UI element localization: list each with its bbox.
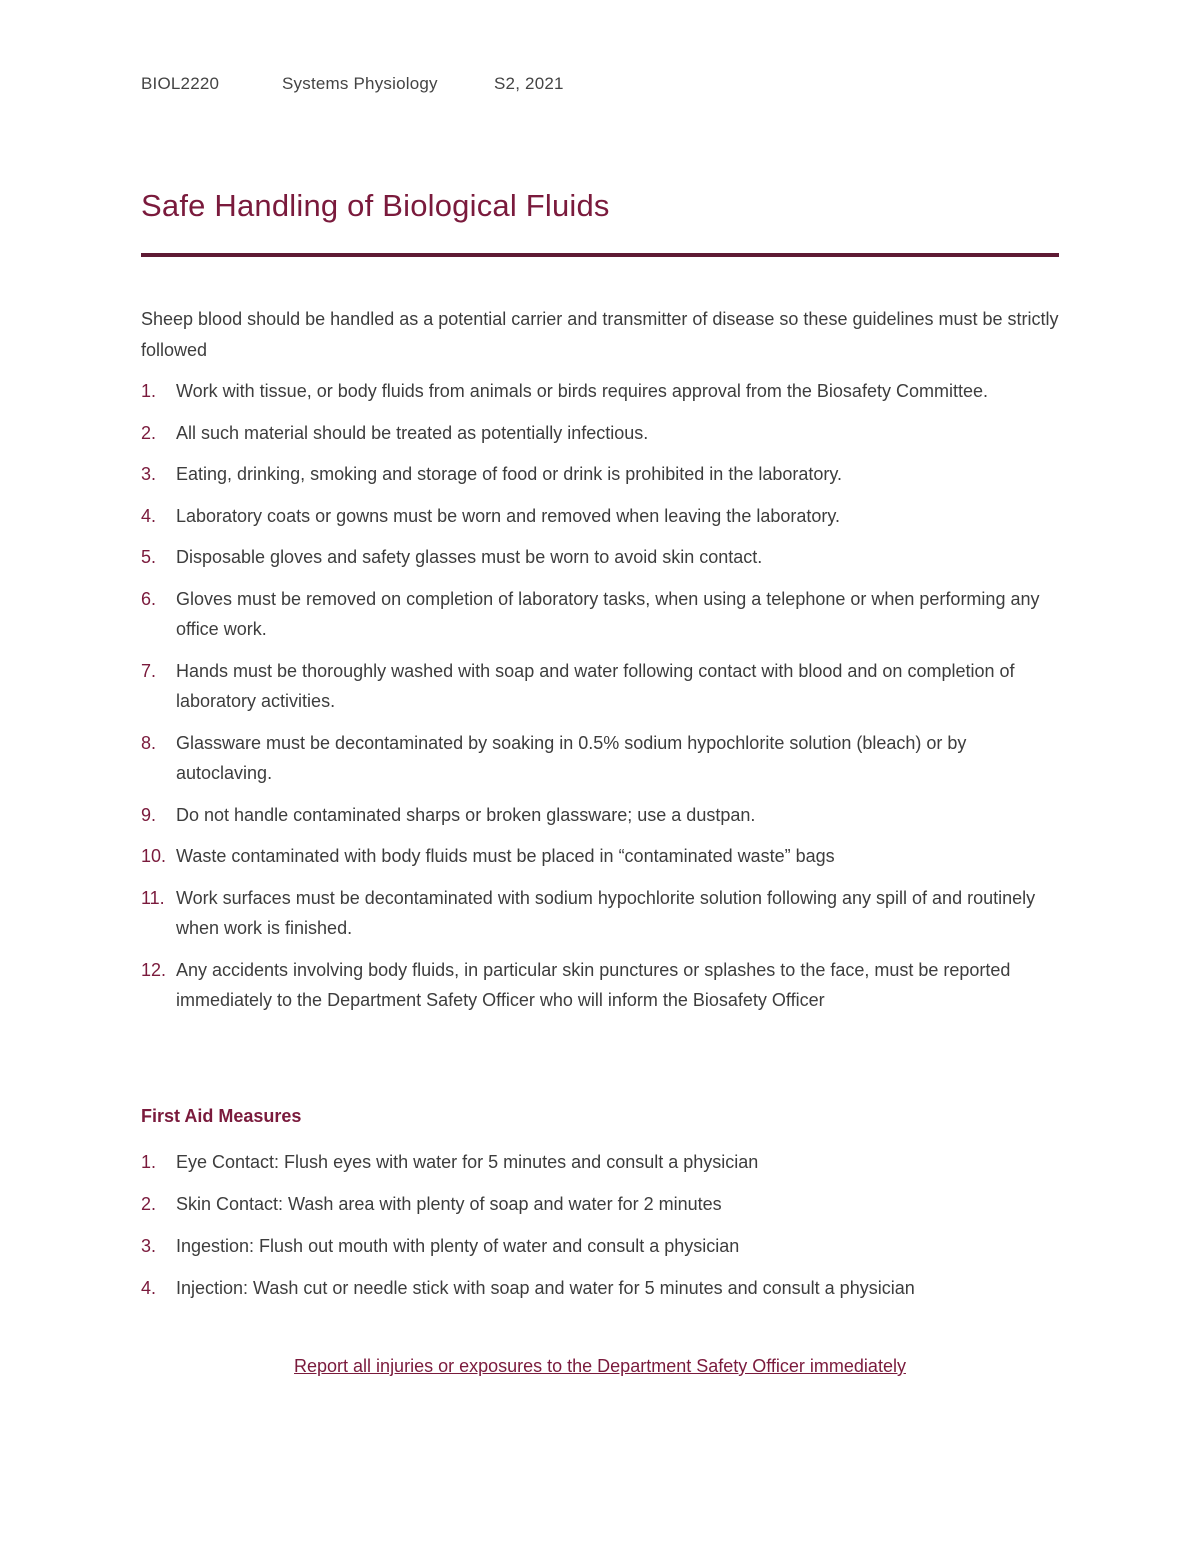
list-item — [141, 501, 1061, 532]
list-item — [141, 1231, 1061, 1262]
rules-list — [141, 376, 1061, 1027]
list-item — [141, 728, 1061, 789]
list-number: 10. — [141, 846, 167, 866]
list-text: All such material should be treated as potentially infectious. — [176, 422, 649, 443]
list-item — [141, 459, 1061, 490]
list-text: Gloves must be removed on completion of laboratory tasks, when using a telephone or when performing any office work. — [176, 588, 1040, 639]
list-number: 11. — [141, 887, 165, 908]
list-number: 1. — [141, 381, 157, 401]
course-name: Systems Physiology — [282, 74, 438, 93]
list-item — [141, 376, 1061, 407]
list-number: 9. — [141, 804, 157, 825]
document-header — [141, 74, 564, 94]
list-item — [141, 418, 1061, 449]
first-aid-heading: First Aid Measures — [141, 1106, 302, 1126]
list-number: 7. — [141, 660, 157, 681]
list-number: 4. — [141, 505, 157, 526]
list-item — [141, 1147, 1061, 1178]
report-notice-link[interactable]: Report all injuries or exposures to the Department Safety Officer immediately — [294, 1356, 906, 1376]
list-number: 3. — [141, 464, 157, 484]
list-number: 8. — [141, 732, 157, 753]
list-number: 2. — [141, 1194, 157, 1214]
list-number: 5. — [141, 547, 157, 567]
list-text: Do not handle contaminated sharps or broken glassware; use a dustpan. — [176, 804, 756, 825]
title-divider — [141, 253, 1059, 257]
course-code: BIOL2220 — [141, 74, 220, 93]
list-item — [141, 800, 1061, 831]
list-text: Skin Contact: Wash area with plenty of soap and water for 2 minutes — [176, 1194, 722, 1214]
list-number: 1. — [141, 1152, 157, 1172]
list-number: 2. — [141, 422, 157, 443]
list-text: Laboratory coats or gowns must be worn and removed when leaving the laboratory. — [176, 505, 841, 526]
list-text: Work surfaces must be decontaminated with sodium hypochlorite solution following any spill of and routinely when work is finished. — [176, 887, 1036, 938]
list-text: Injection: Wash cut or needle stick with soap and water for 5 minutes and consult a physician — [176, 1278, 915, 1298]
list-item — [141, 542, 1061, 573]
list-text: Glassware must be decontaminated by soaking in 0.5% sodium hypochlorite solution (bleach) or by autoclaving. — [176, 732, 967, 783]
list-number: 6. — [141, 588, 157, 609]
list-item — [141, 955, 1061, 1016]
list-number: 4. — [141, 1278, 157, 1298]
list-text: Eating, drinking, smoking and storage of food or drink is prohibited in the laboratory. — [176, 464, 843, 484]
list-number: 3. — [141, 1236, 157, 1256]
list-text: Eye Contact: Flush eyes with water for 5 minutes and consult a physician — [176, 1152, 759, 1172]
page-title: Safe Handling of Biological Fluids — [141, 188, 610, 223]
list-text: Work with tissue, or body fluids from animals or birds requires approval from the Biosafety Committee. — [176, 381, 988, 401]
list-item — [141, 883, 1061, 944]
list-number: 12. — [141, 959, 167, 980]
list-text: Waste contaminated with body fluids must be placed in “contaminated waste” bags — [176, 846, 835, 866]
list-item — [141, 841, 1061, 872]
list-item — [141, 656, 1061, 717]
intro-paragraph: Sheep blood should be handled as a potential carrier and transmitter of disease so these guidelines must be strictly followed — [141, 309, 1059, 360]
list-item — [141, 1189, 1061, 1220]
list-text: Disposable gloves and safety glasses must be worn to avoid skin contact. — [176, 547, 763, 567]
semester: S2, 2021 — [494, 74, 564, 93]
list-text: Any accidents involving body fluids, in particular skin punctures or splashes to the face, must be reported immediately to the Department Safety Officer who will inform the Biosafety Officer — [176, 959, 1011, 1010]
list-text: Hands must be thoroughly washed with soap and water following contact with blood and on completion of laboratory activities. — [176, 660, 1015, 711]
list-item — [141, 584, 1061, 645]
list-text: Ingestion: Flush out mouth with plenty of water and consult a physician — [176, 1236, 740, 1256]
first-aid-list — [141, 1147, 1061, 1315]
list-item — [141, 1273, 1061, 1304]
